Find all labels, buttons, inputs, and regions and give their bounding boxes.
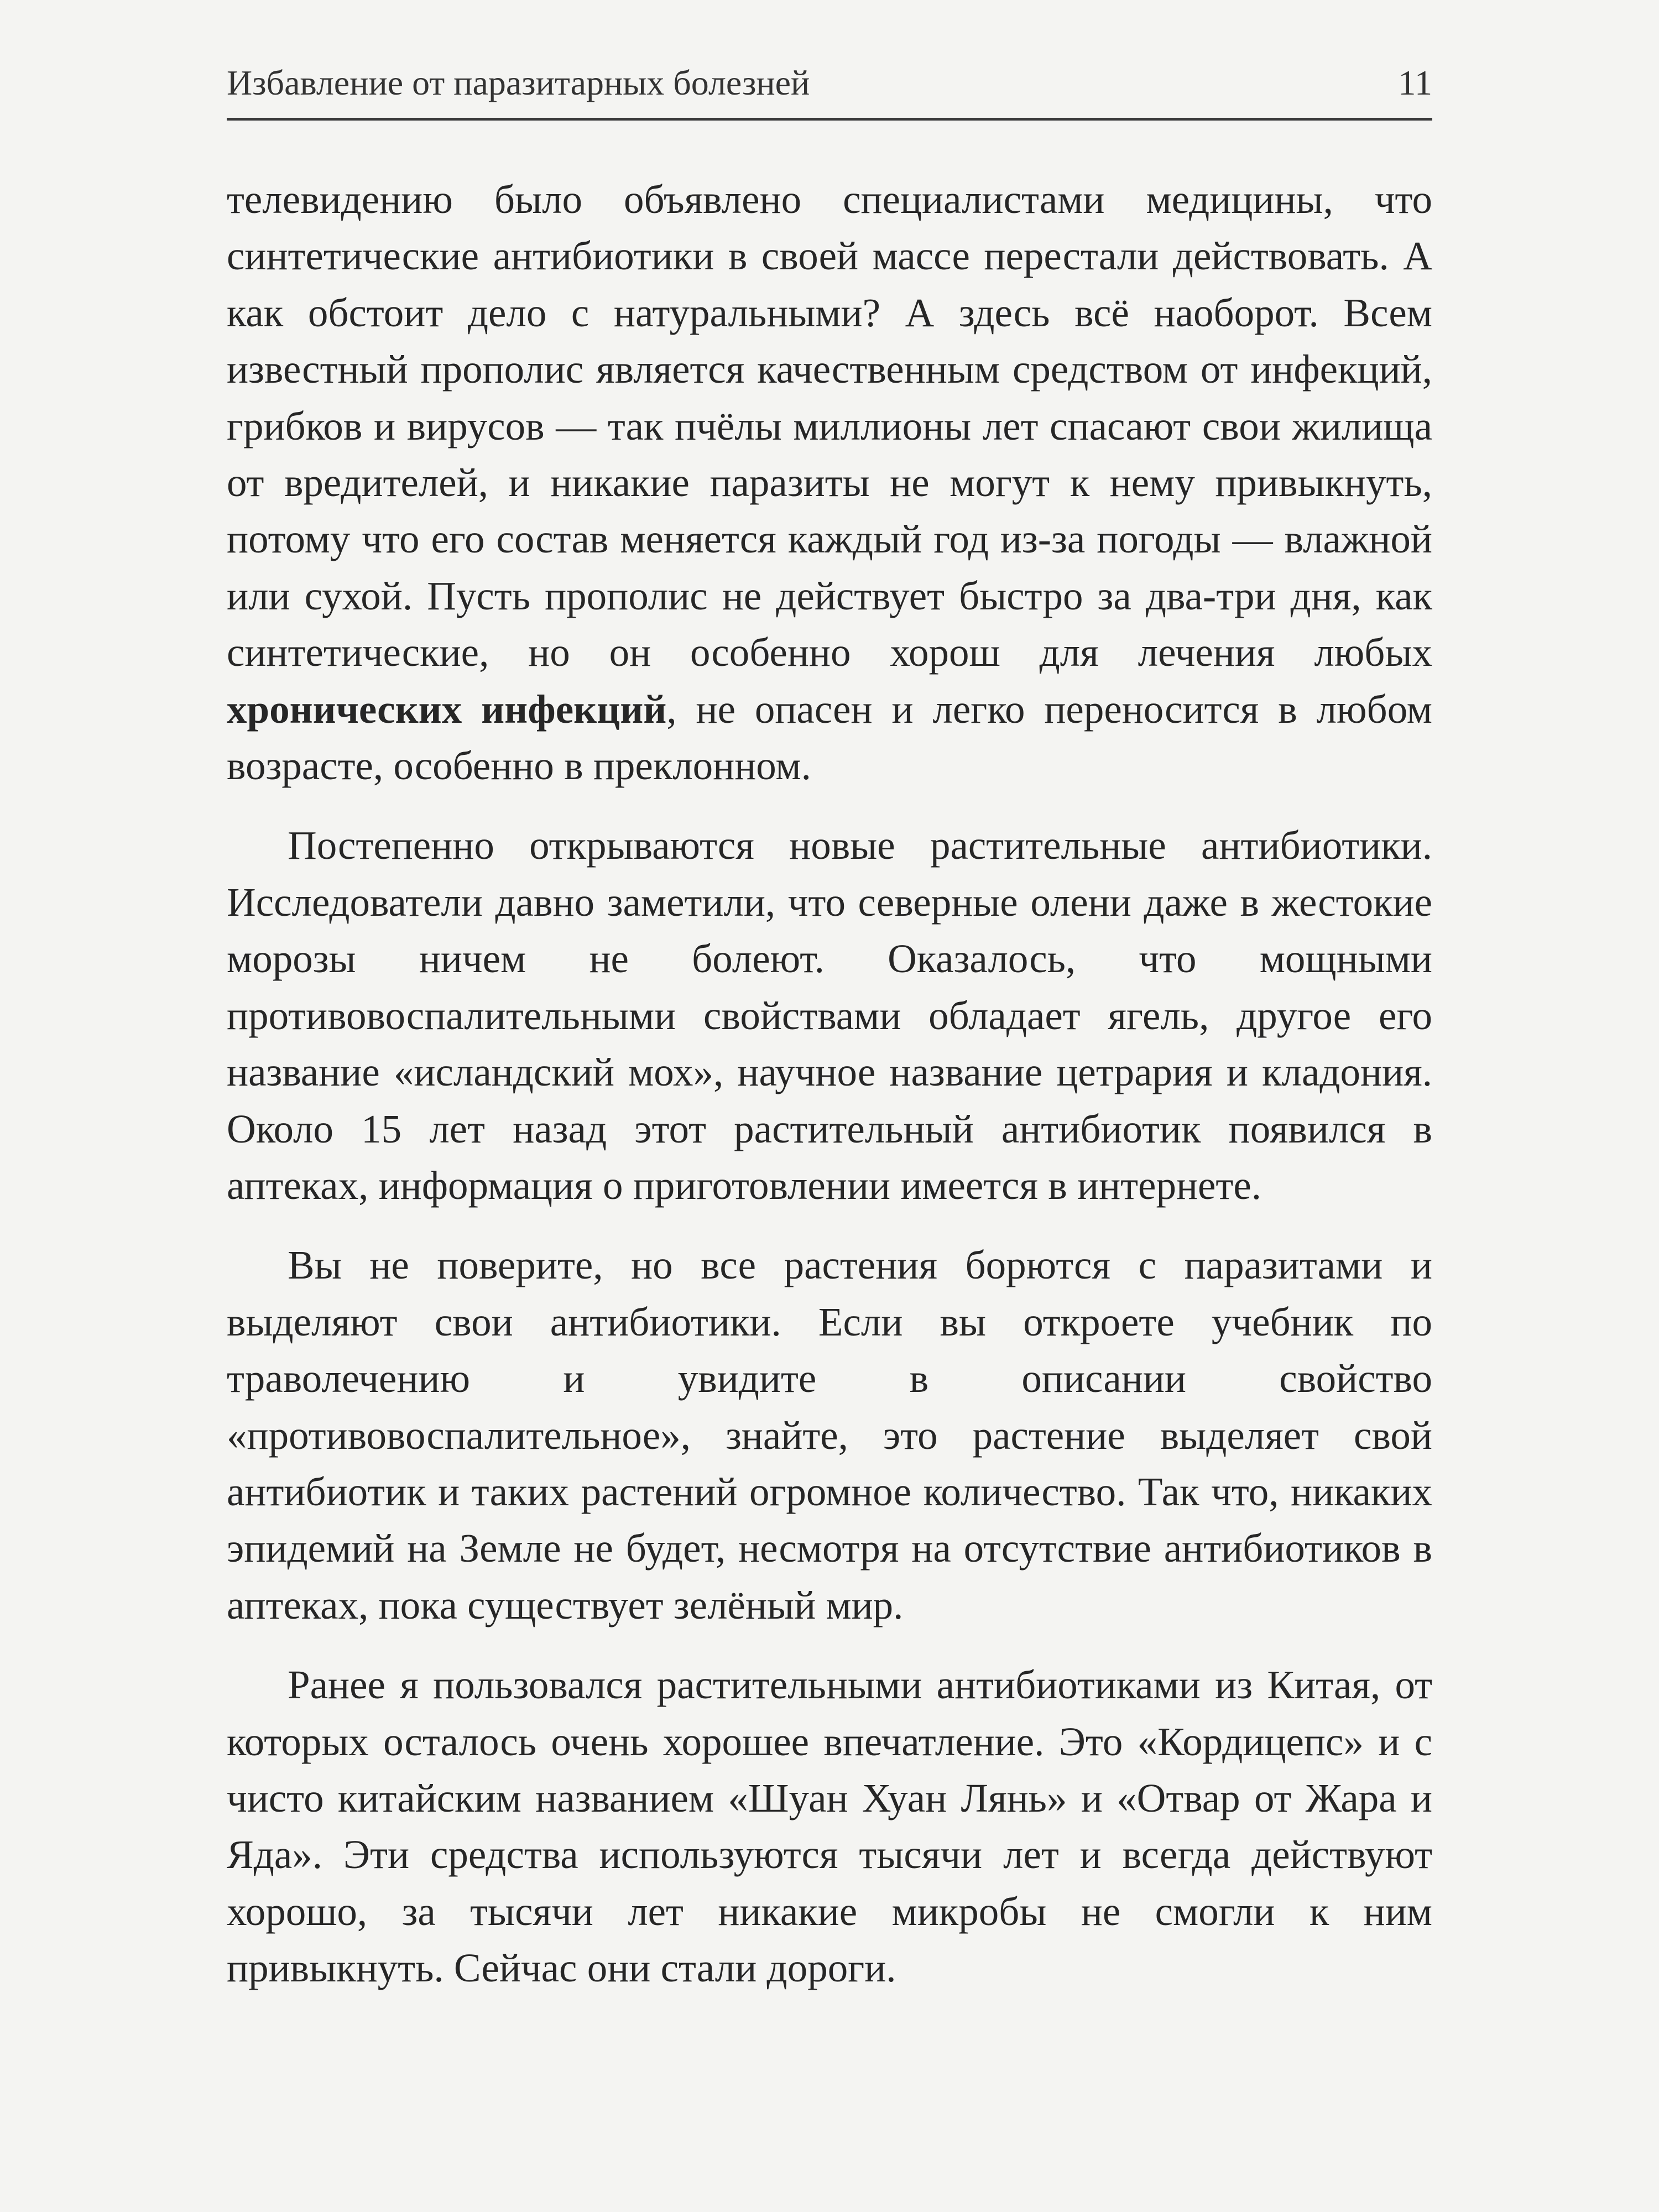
- paragraph-4: Ранее я пользовался растительными антибиотиками из Китая, от которых осталось очень хорошее впечатление. Это «Кордицепс» и с чисто китайским названием «Шуан Хуан Лянь» и «Отвар от Жара и Яда». Эти средства используются тысячи лет и всегда действуют хорошо, за тысячи лет никакие микробы не смогли к ним привыкнуть. Сейчас они стали дороги.: [227, 1662, 1432, 1991]
- paragraph-3: Вы не поверите, но все растения борются с паразитами и выделяют свои антибиотики. Если вы откроете учебник по траволечению и увидите в описании свойство «противовоспалительное», знайте, это растение выделяет свой антибиотик и таких растений огромное количество. Так что, никаких эпидемий на Земле не будет, несмотря на отсутствие антибиотиков в аптеках, пока существует зелёный мир.: [227, 1243, 1432, 1627]
- paragraph-1-text-end: , не опасен и легко переносится в любом возрасте, особенно в преклонном.: [227, 686, 1432, 789]
- page-header: [227, 58, 1432, 119]
- page-number: 11: [1398, 63, 1432, 102]
- paragraph-1-text-start: телевидению было объявлено специалистами медицины, что синтетические антибиотики в своей массе перестали действовать. А как обстоит дело с натуральными? А здесь всё наоборот. Всем известный прополис является качественным средством от инфекций, грибков и вирусов — так пчёлы миллионы лет спасают свои жилища от вредителей, и никакие паразиты не могут к нему привыкнуть, потому что его состав меняется каждый год из-за погоды — влажной или сухой. Пусть прополис не действует быстро за два-три дня, как синтетические, но он особенно хорош для лечения любых: [227, 177, 1432, 675]
- body-text: [227, 171, 1432, 1997]
- bold-term-chronic-infections: хронических инфекций: [227, 686, 667, 732]
- header-rule: [227, 118, 1432, 121]
- running-title: Избавление от паразитарных болезней: [227, 63, 810, 102]
- paragraph-2: Постепенно открываются новые растительные антибиотики. Исследователи давно заметили, что северные олени даже в жестокие морозы ничем не болеют. Оказалось, что мощными противовоспалительными свойствами обладает ягель, другое его название «исландский мох», научное название цетрария и кладония. Около 15 лет назад этот растительный антибиотик появился в аптеках, информация о приготовлении имеется в интернете.: [227, 823, 1432, 1208]
- paragraph-1: [227, 171, 1432, 794]
